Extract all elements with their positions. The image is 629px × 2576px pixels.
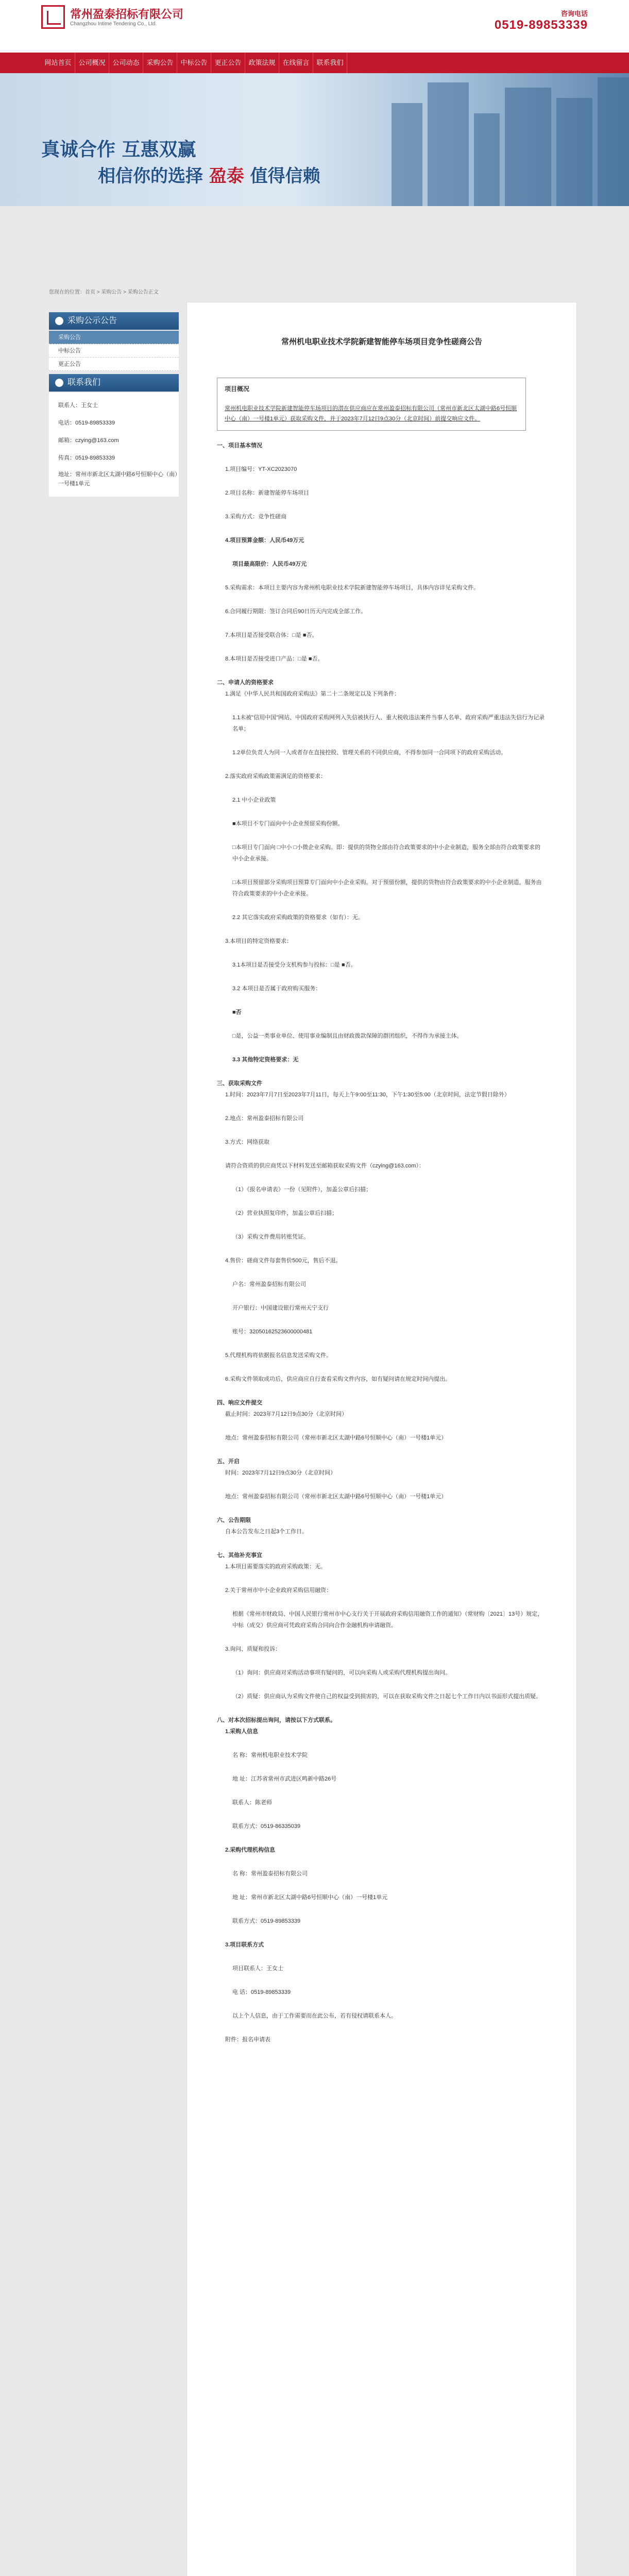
sidebar-purchase-header: 采购公示公告 bbox=[49, 312, 179, 330]
sidebar-item-winning[interactable]: 中标公告 bbox=[49, 344, 179, 358]
article-body bbox=[187, 440, 576, 2045]
article-paragraph: 账号：32050162523600000481 bbox=[232, 1329, 313, 1335]
main-nav bbox=[0, 53, 629, 73]
article-paragraph: ■本项目不专门面向中小企业预留采购份额。 bbox=[232, 821, 344, 827]
article-paragraph: （3）采购文件费用转账凭证。 bbox=[232, 1234, 310, 1240]
article-paragraph: （2）质疑：供应商认为采购文件使自己的权益受到损害的，可以在获取采购文件之日起七个工作日内以书面形式提出质疑。 bbox=[232, 1693, 542, 1700]
project-overview-text: 常州机电职业技术学院新建智能停车场项目的潜在供应商应在常州盈泰招标有限公司（常州市新北区太湖中路6号恒顺中心（南）一号楼1单元）获取采购文件，并于2023年7月12日9点30分（北京时间）前提交响应文件。 bbox=[225, 405, 517, 422]
nav-item-policy[interactable]: 政策法规 bbox=[245, 53, 279, 73]
article-paragraph: 地点：常州盈泰招标有限公司（常州市新北区太湖中路6号恒顺中心（南）一号楼1单元） bbox=[225, 1494, 447, 1500]
article-paragraph: 3.1本项目是否接受分支机构参与投标：□是 ■否。 bbox=[232, 962, 356, 968]
nav-item-message[interactable]: 在线留言 bbox=[279, 53, 313, 73]
article-paragraph: 联系方式：0519-89853339 bbox=[232, 1918, 301, 1924]
article-paragraph: 4.售价：磋商文件每套售价500元，售后不退。 bbox=[225, 1258, 342, 1264]
article-title: 常州机电职业技术学院新建智能停车场项目竞争性磋商公告 bbox=[281, 337, 482, 346]
logo[interactable] bbox=[41, 5, 183, 29]
article-paragraph: 1.时间：2023年7月7日至2023年7月11日，每天上午9:00至11:30，下午1:30至5:00（北京时间，法定节假日除外） bbox=[225, 1092, 510, 1098]
article-paragraph: 3.方式：网络获取 bbox=[225, 1139, 270, 1145]
banner-slogan-1: 真诚合作 互惠双赢 bbox=[41, 139, 196, 160]
article-paragraph: （1）询问：供应商对采购活动事项有疑问的，可以向采购人或采购代理机构提出询问。 bbox=[232, 1670, 451, 1676]
project-overview-box bbox=[217, 378, 526, 431]
article-paragraph: 6.采购文件领取成功后，供应商应自行查看采购文件内容，如有疑问请在规定时间内提出。 bbox=[225, 1376, 451, 1382]
header bbox=[0, 0, 629, 53]
article-paragraph: ■否 bbox=[232, 1009, 242, 1015]
article-paragraph: 名 称：常州盈泰招标有限公司 bbox=[232, 1871, 308, 1877]
nav-item-contact[interactable]: 联系我们 bbox=[313, 53, 347, 73]
project-overview-title: 项目概况 bbox=[225, 385, 250, 393]
contact-person: 联系人：王女士 bbox=[58, 402, 98, 409]
article-paragraph: 请符合资质的供应商凭以下材料发送至邮箱获取采购文件（czying@163.com）： bbox=[225, 1163, 425, 1169]
article-paragraph: 截止时间：2023年7月12日9点30分（北京时间） bbox=[225, 1411, 348, 1417]
sidebar bbox=[49, 312, 179, 497]
article-paragraph: 地点：常州盈泰招标有限公司（常州市新北区太湖中路6号恒顺中心（南）一号楼1单元） bbox=[225, 1435, 447, 1441]
article-paragraph: 4.项目预算金额：人民币49万元 bbox=[225, 537, 304, 544]
section-heading: 一、项目基本情况 bbox=[217, 443, 262, 449]
article-paragraph: 2.项目名称：新建智能停车场项目 bbox=[225, 490, 310, 496]
nav-item-purchase[interactable]: 采购公告 bbox=[143, 53, 177, 73]
article-paragraph: 2.关于常州市中小企业政府采购信用融资： bbox=[225, 1587, 332, 1594]
article-paragraph: 3.2 本项目是否属于政府购买服务： bbox=[232, 986, 321, 992]
article-paragraph: 8.本项目是否接受进口产品：□是 ■否。 bbox=[225, 656, 324, 662]
article-paragraph: 3.采购方式：竞争性磋商 bbox=[225, 514, 287, 520]
article-paragraph: 开户银行：中国建设银行常州天宁支行 bbox=[232, 1305, 329, 1311]
banner bbox=[0, 73, 629, 206]
article-paragraph: □本项目专门面向 □中小 □小微企业采购。即：提供的货物全部由符合政策要求的中小企业制造，服务全部由符合政策要求的中小企业承接。 bbox=[232, 844, 541, 862]
sidebar-item-correction[interactable]: 更正公告 bbox=[49, 358, 179, 371]
article-paragraph: （1）《报名申请表》一份（见附件），加盖公章后扫描； bbox=[232, 1187, 372, 1193]
nav-item-winning[interactable]: 中标公告 bbox=[177, 53, 211, 73]
article-paragraph: 地 址：常州市新北区太湖中路6号恒顺中心（南）一号楼1单元 bbox=[232, 1894, 388, 1901]
article-paragraph: 1.2单位负责人为同一人或者存在直接控股、管理关系的不同供应商，不得参加同一合同项下的政府采购活动。 bbox=[232, 750, 507, 756]
article-paragraph: 2.1 中小企业政策 bbox=[232, 797, 276, 803]
article-paragraph: 电 话：0519-89853339 bbox=[232, 1989, 291, 1995]
section-heading: 四、响应文件提交 bbox=[217, 1400, 262, 1406]
contact-address: 地址：常州市新北区太湖中路6号恒顺中心（南）一号楼1单元 bbox=[58, 471, 178, 487]
article-paragraph: 2.落实政府采购政策需满足的资格要求： bbox=[225, 773, 327, 779]
article-paragraph: 以上个人信息，由于工作需要而在此公布，若有侵权请联系本人。 bbox=[232, 2013, 397, 2019]
contact-phone: 电话：0519-89853339 bbox=[58, 420, 115, 426]
sidebar-contact-header: 联系我们 bbox=[49, 374, 179, 392]
article-paragraph: □是，公益一类事业单位、使用事业编制且由财政拨款保障的群团组织，不得作为承接主体。 bbox=[232, 1033, 463, 1039]
notice-icon bbox=[55, 317, 63, 325]
article bbox=[186, 302, 577, 2576]
article-paragraph: 2.地点：常州盈泰招标有限公司 bbox=[225, 1115, 304, 1122]
logo-icon bbox=[41, 5, 65, 29]
section-heading: 七、其他补充事宜 bbox=[217, 1552, 262, 1558]
article-paragraph: 1.本项目需要落实的政府采购政策：无。 bbox=[225, 1564, 327, 1570]
nav-item-news[interactable]: 公司动态 bbox=[109, 53, 143, 73]
section-heading: 三、获取采购文件 bbox=[217, 1080, 262, 1087]
company-name-en: Changzhou Intime Tendering Co., Ltd. bbox=[70, 21, 157, 27]
article-paragraph: 6.合同履行期限：签订合同后90日历天内完成全部工作。 bbox=[225, 608, 367, 615]
article-paragraph: 3.3 其他特定资格要求：无 bbox=[232, 1057, 299, 1063]
article-paragraph: 项目最高限价：人民币49万元 bbox=[232, 561, 307, 567]
hotline bbox=[495, 8, 588, 32]
article-paragraph: 户名：常州盈泰招标有限公司 bbox=[232, 1281, 306, 1287]
article-paragraph: 1.项目编号：YT-XC2023070 bbox=[225, 466, 297, 472]
article-paragraph: 时间：2023年7月12日9点30分（北京时间） bbox=[225, 1470, 336, 1476]
hotline-label: 咨询电话 bbox=[560, 10, 588, 18]
article-paragraph: 3.询问、质疑和投诉： bbox=[225, 1646, 281, 1652]
article-paragraph: 地 址：江苏省常州市武进区鸣新中路26号 bbox=[232, 1776, 337, 1782]
article-paragraph: 附件：报名申请表 bbox=[225, 2037, 270, 2043]
nav-item-home[interactable]: 网站首页 bbox=[41, 53, 75, 73]
article-paragraph: 自本公告发布之日起3个工作日。 bbox=[225, 1529, 308, 1535]
article-paragraph: 项目联系人：王女士 bbox=[232, 1965, 283, 1972]
contact-fax: 传真：0519-89853339 bbox=[58, 455, 115, 461]
contact-icon bbox=[55, 379, 63, 387]
article-paragraph: 7.本项目是否接受联合体：□是 ■否。 bbox=[225, 632, 318, 638]
article-paragraph: 根据《常州市财政局、中国人民银行常州市中心支行关于开展政府采购信用融资工作的通知》（常财购〔2021〕13号）规定，中标（成交）供应商可凭政府采购合同向合作金融机构申请融资。 bbox=[232, 1611, 543, 1629]
article-paragraph: 2.采购代理机构信息 bbox=[225, 1847, 276, 1853]
section-heading: 五、开启 bbox=[217, 1459, 240, 1465]
article-paragraph: 联系人：陈老师 bbox=[232, 1800, 272, 1806]
article-paragraph: 1.1未被"信用中国"网站、中国政府采购网列入失信被执行人、重大税收违法案件当事人名单、政府采购严重违法失信行为记录名单； bbox=[232, 715, 545, 732]
section-heading: 二、申请人的资格要求 bbox=[217, 680, 274, 686]
nav-item-correction[interactable]: 更正公告 bbox=[211, 53, 245, 73]
breadcrumb: 您现在的位置：首页 > 采购公告 > 采购公告正文 bbox=[49, 290, 159, 295]
contact-email: 邮箱：czying@163.com bbox=[58, 437, 119, 444]
banner-slogan-2: 相信你的选择 盈泰 值得信赖 bbox=[98, 166, 320, 187]
article-paragraph: □本项目预留部分采购项目预算专门面向中小企业采购。对于预留份额，提供的货物由符合政策要求的中小企业制造，服务由符合政策要求的中小企业承接。 bbox=[232, 879, 542, 897]
article-paragraph: 1.采购人信息 bbox=[225, 1728, 259, 1735]
article-paragraph: 3.项目联系方式 bbox=[225, 1942, 264, 1948]
article-paragraph: （2）营业执照复印件，加盖公章后扫描； bbox=[232, 1210, 338, 1216]
company-name-cn: 常州盈泰招标有限公司 bbox=[70, 7, 184, 21]
article-paragraph: 1.满足《中华人民共和国政府采购法》第二十二条规定以及下列条件： bbox=[225, 691, 400, 697]
article-paragraph: 5.代理机构将依据报名信息发送采购文件。 bbox=[225, 1352, 332, 1359]
hotline-number: 0519-89853339 bbox=[494, 18, 588, 32]
article-paragraph: 5.采购需求：本项目主要内容为常州机电职业技术学院新建智能停车场项目，具体内容详见采购文件。 bbox=[225, 585, 480, 591]
contact-info bbox=[49, 393, 179, 497]
section-heading: 六、公告期限 bbox=[217, 1517, 251, 1523]
article-paragraph: 2.2 其它落实政府采购政策的资格要求（如有）：无。 bbox=[232, 914, 364, 921]
article-paragraph: 名 称：常州机电职业技术学院 bbox=[232, 1752, 308, 1758]
article-paragraph: 联系方式：0519-86335039 bbox=[232, 1823, 301, 1829]
article-paragraph: 3.本项目的特定资格要求： bbox=[225, 938, 293, 944]
nav-item-about[interactable]: 公司概况 bbox=[75, 53, 109, 73]
sidebar-item-purchase[interactable]: 采购公告 bbox=[49, 331, 179, 344]
section-heading: 八、对本次招标提出询问，请按以下方式联系。 bbox=[217, 1717, 336, 1723]
